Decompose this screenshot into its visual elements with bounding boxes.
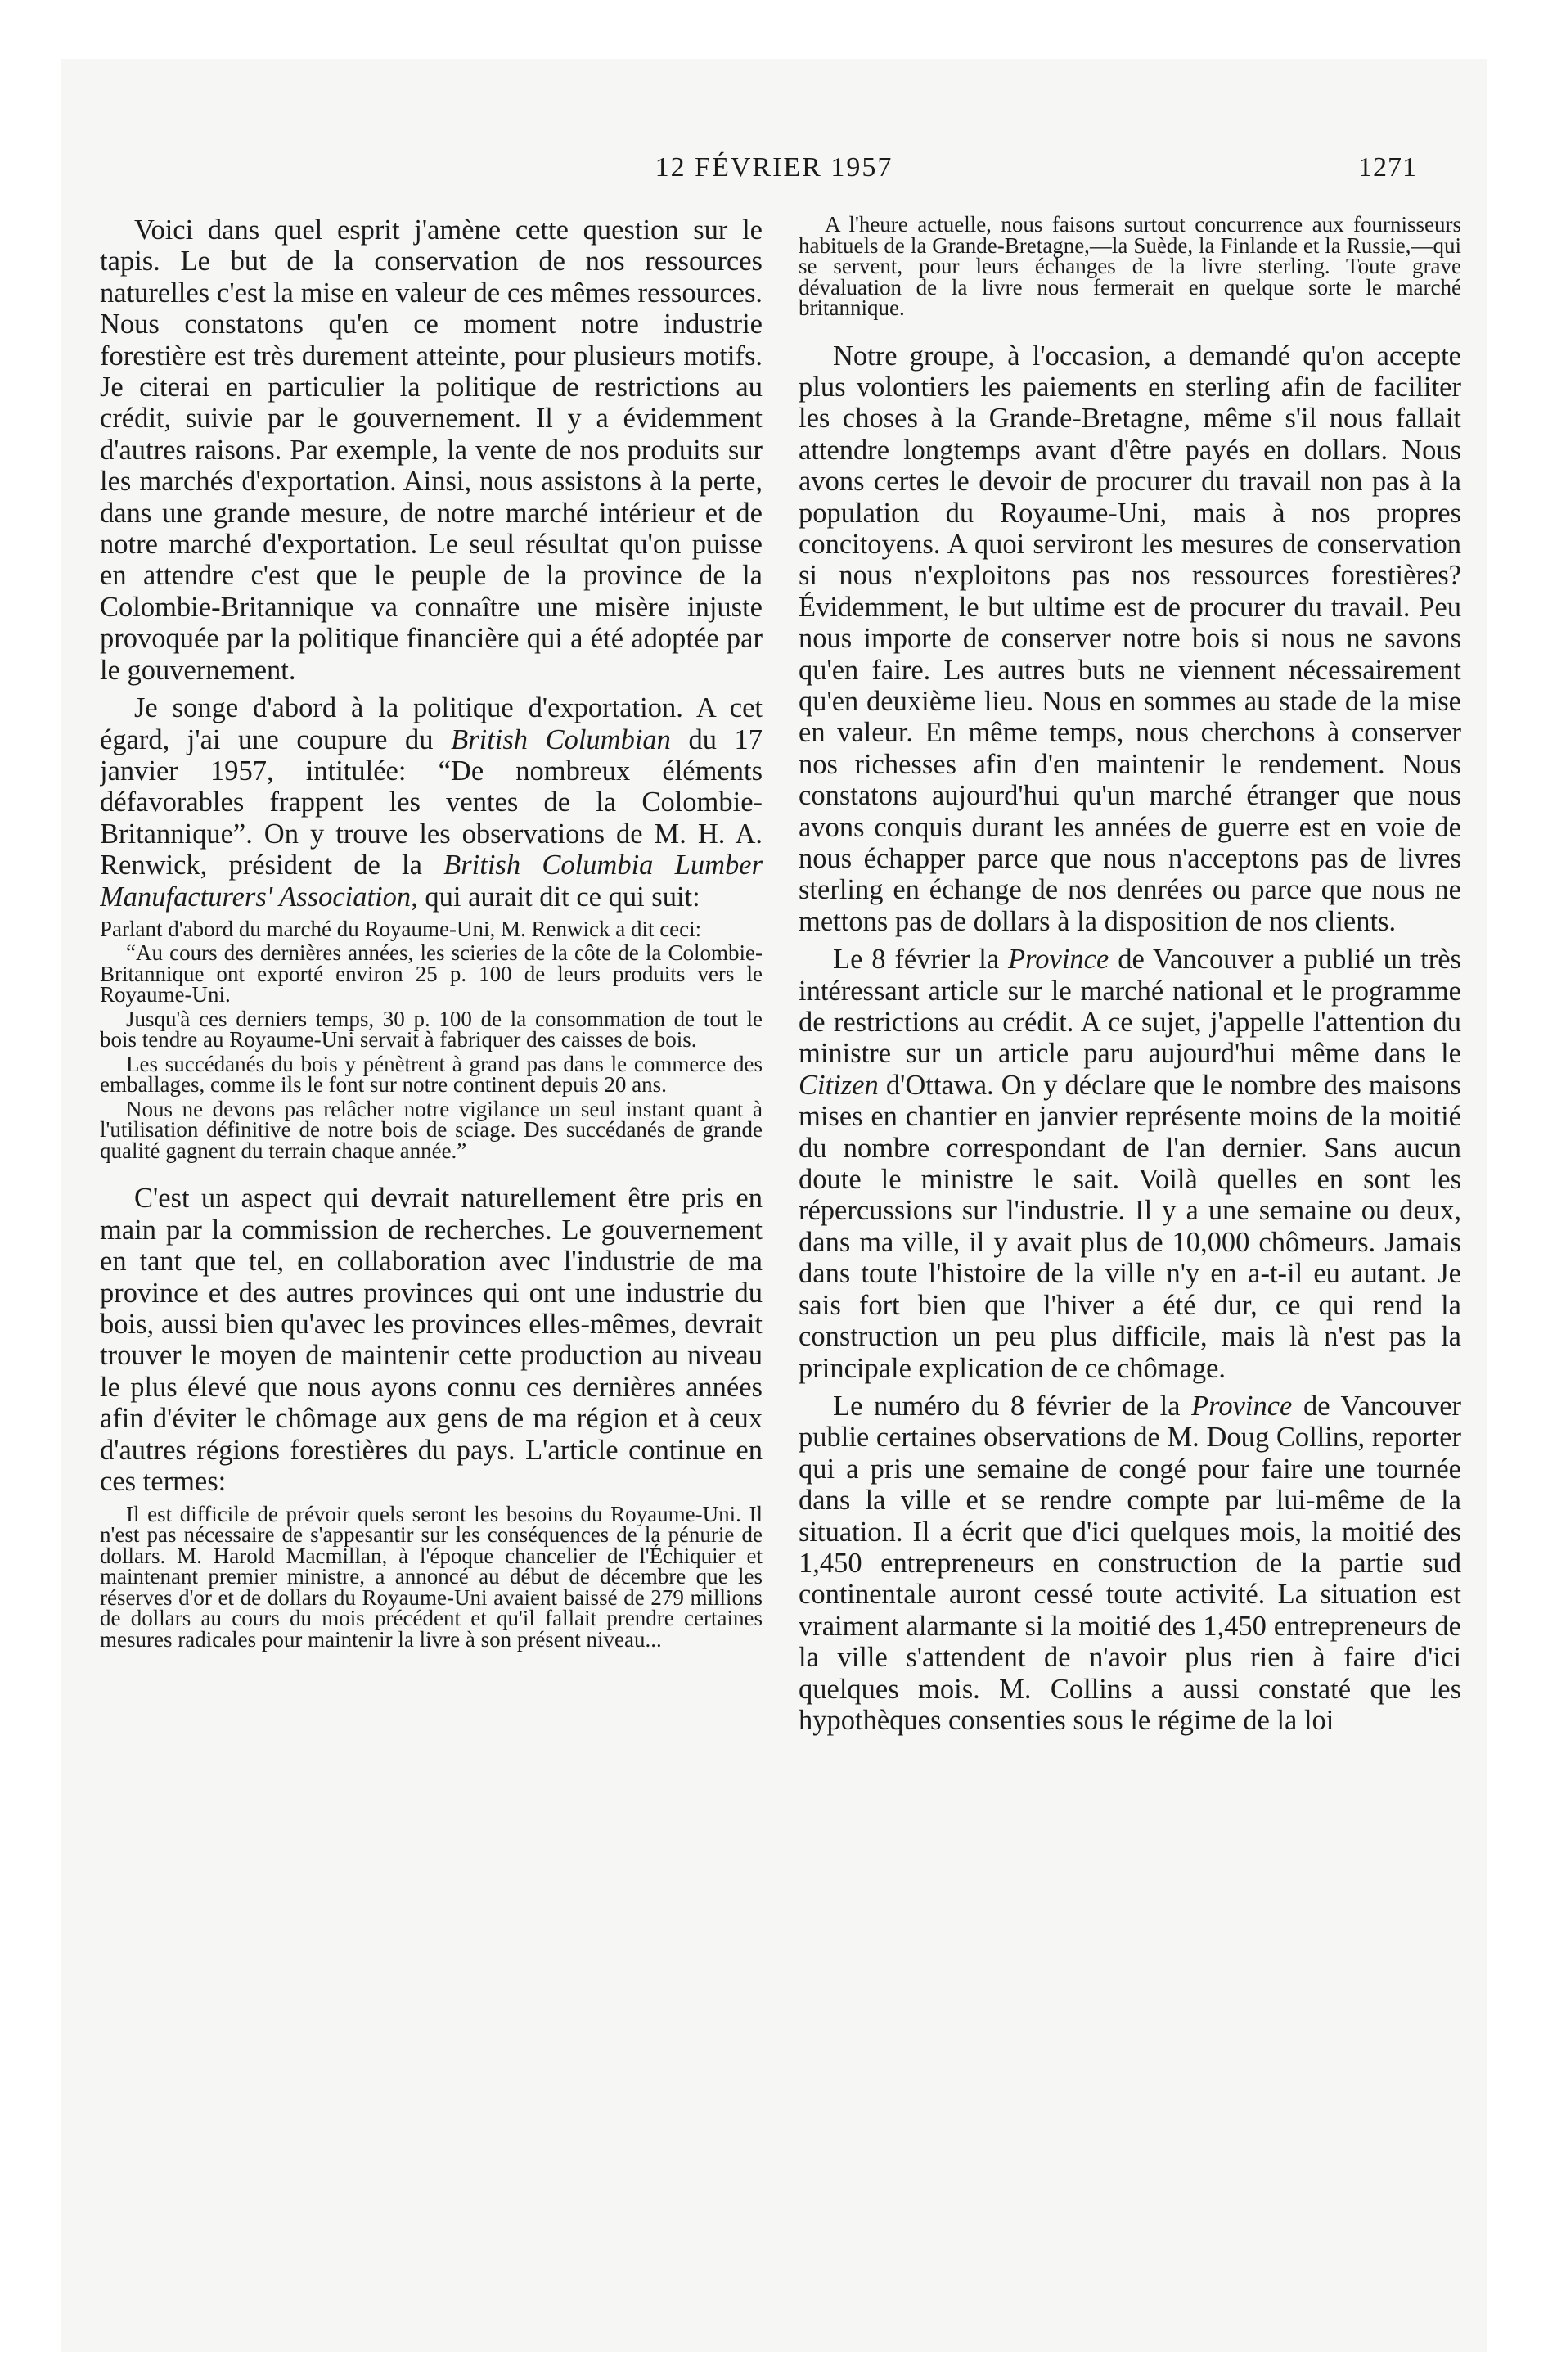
- page-header: [61, 152, 1487, 185]
- quote-7: A l'heure actuelle, nous faisons surtout concurrence aux fournisseurs habituels de la Grande-Bretagne,—la Suède, la Finlande et la Russie,—qui se servent, pour leurs échanges de la livre sterling. Toute grave dévaluation de la livre nous fermerait en quelque sorte le marché britannique.: [799, 214, 1461, 320]
- newspaper-title-british-columbian: British Columbian: [451, 723, 671, 755]
- newspaper-title-citizen: Citizen: [799, 1069, 879, 1101]
- left-column: [100, 214, 763, 2310]
- paragraph-2: [100, 692, 763, 913]
- association-name: British Columbia Lumber Manufacturers' Association,: [100, 850, 763, 913]
- paragraph-4: Notre groupe, à l'occasion, a demandé qu'on accepte plus volontiers les paiements en sterling afin de faciliter les choses à la Grande-Bretagne, même s'il nous fallait attendre longtemps avant d'être payés en dollars. Nous avons certes le devoir de procurer du travail non pas à la population du Royaume-Uni, mais à nos propres concitoyens. A quoi serviront les mesures de conservation si nous n'exploitons pas nos ressources forestières? Évidemment, le but ultime est de procurer du travail. Peu nous importe de conserver notre bois si nous ne savons qu'en faire. Les autres buts ne viennent nécessairement qu'en deuxième lieu. Nous en sommes au stade de la mise en valeur. En même temps, nous cherchons à conserver nos richesses afin d'en maintenir le rendement. Nous constatons aujourd'hui qu'un marché étranger que nous avons conquis durant les années de guerre est en voie de nous échapper parce que nous n'acceptons pas de livres sterling en échange de nos denrées ou parce que nous ne mettons pas de dollars à la disposition de nos clients.: [799, 340, 1461, 937]
- quote-5: Nous ne devons pas relâcher notre vigilance un seul instant quant à l'utilisation définitive de notre bois de sciage. Des succédanés de grande qualité gagnent du terrain chaque année.”: [100, 1096, 763, 1163]
- paragraph-2-text-c: du 17 janvier 1957, intitulée: “De nombreux éléments défavorables frappent les ventes de la Colombie-Britannique”. On y trouve les observations de M. H. A. Renwick, président de la: [100, 723, 763, 881]
- paragraph-5: [799, 944, 1461, 1384]
- newspaper-title-province-2: Province: [1191, 1390, 1293, 1422]
- right-column: [799, 214, 1461, 2310]
- paragraph-2-text-a: Je songe d'abord à la politique d'exportation. A cet égard, j'ai une coupure du: [100, 692, 763, 755]
- paragraph-1: Voici dans quel esprit j'amène cette question sur le tapis. Le but de la conservation de nos ressources naturelles c'est la mise en valeur de ces mêmes ressources. Nous constatons qu'en ce moment notre industrie forestière est très durement atteinte, pour plusieurs motifs. Je citerai en particulier la politique de restrictions au crédit, suivie par le gouvernement. Il y a évidemment d'autres raisons. Par exemple, la vente de nos produits sur les marchés d'exportation. Ainsi, nous assistons à la perte, dans une grande mesure, de notre marché intérieur et de notre marché d'exportation. Le seul résultat qu'on puisse en attendre c'est que le peuple de la province de la Colombie-Britannique va connaître une misère injuste provoquée par la politique financière qui a été adoptée par le gouvernement.: [100, 214, 763, 686]
- quote-1: Parlant d'abord du marché du Royaume-Uni, M. Renwick a dit ceci:: [100, 916, 702, 941]
- page-number: 1271: [1358, 152, 1417, 183]
- newspaper-title-province: Province: [1008, 944, 1109, 976]
- quote-4: Les succédanés du bois y pénètrent à grand pas dans le commerce des emballages, comme ils le font sur notre continent depuis 20 ans.: [100, 1051, 763, 1098]
- paragraph-3: C'est un aspect qui devrait naturellement être pris en main par la commission de recherches. Le gouvernement en tant que tel, en collaboration avec l'industrie de ma province et des autres provinces qui ont une industrie du bois, aussi bien qu'avec les provinces elles-mêmes, devrait trouver le moyen de maintenir cette production au niveau le plus élevé que nous ayons connu ces dernières années afin d'éviter le chômage aux gens de ma région et à ceux d'autres régions forestières du pays. L'article continue en ces termes:: [100, 1183, 763, 1498]
- paragraph-2-text-e: qui aurait dit ce qui suit:: [417, 881, 700, 913]
- paragraph-6-text-a: Le numéro du 8 février de la: [833, 1390, 1192, 1422]
- paragraph-5-text-c: de Vancouver a publié un très intéressant article sur le marché national et le programme de restrictions au crédit. A ce sujet, j'appelle l'attention du ministre sur un article paru aujourd'hui même dans le: [799, 944, 1461, 1070]
- paragraph-5-text-e: d'Ottawa. On y déclare que le nombre des maisons mises en chantier en janvier représente moins de la moitié du nombre correspondant de l'an dernier. Sans aucun doute le ministre le sait. Voilà quelles en sont les répercussions sur l'industrie. Il y a une semaine ou deux, dans ma ville, il y avait plus de 10,000 chômeurs. Jamais dans toute l'histoire de la ville n'y en a-t-il eu autant. Je sais fort bien que l'hiver a été dur, ce qui rend la construction un peu plus difficile, mais là n'est pas la principale explication de ce chômage.: [799, 1069, 1461, 1384]
- quote-3: Jusqu'à ces derniers temps, 30 p. 100 de la consommation de tout le bois tendre au Royaume-Uni servait à fabriquer des caisses de bois.: [100, 1006, 763, 1053]
- paragraph-6-text-c: de Vancouver publie certaines observations de M. Doug Collins, reporter qui a pris une semaine de congé pour faire une tournée dans la ville et se rendre compte par lui-même de la situation. Il a écrit que d'ici quelques mois, la moitié des 1,450 entrepreneurs en construction de la partie sud continentale auront cessé toute activité. La situation est vraiment alarmante si la moitié des 1,450 entrepreneurs de la ville s'attendent de n'avoir plus rien à faire d'ici quelques mois. M. Collins a aussi constaté que les hypothèques consenties sous le régime de la loi: [799, 1390, 1461, 1736]
- quote-2: “Au cours des dernières années, les scieries de la côte de la Colombie-Britannique ont exporté environ 25 p. 100 de leurs produits vers le Royaume-Uni.: [100, 940, 763, 1007]
- quote-6: Il est difficile de prévoir quels seront les besoins du Royaume-Uni. Il n'est pas nécessaire de s'appesantir sur les conséquences de la pénurie de dollars. M. Harold Macmillan, à l'époque chancelier de l'Échiquier et maintenant premier ministre, a annoncé au début de décembre que les réserves d'or et de dollars du Royaume-Uni avaient baissé de 279 millions de dollars au cours du mois précédent et qu'il fallait prendre certaines mesures radicales pour maintenir la livre à son présent niveau...: [100, 1501, 763, 1652]
- paragraph-6: [799, 1391, 1461, 1736]
- paragraph-5-text-a: Le 8 février la: [833, 944, 1009, 976]
- header-date: 12 FÉVRIER 1957: [655, 152, 893, 183]
